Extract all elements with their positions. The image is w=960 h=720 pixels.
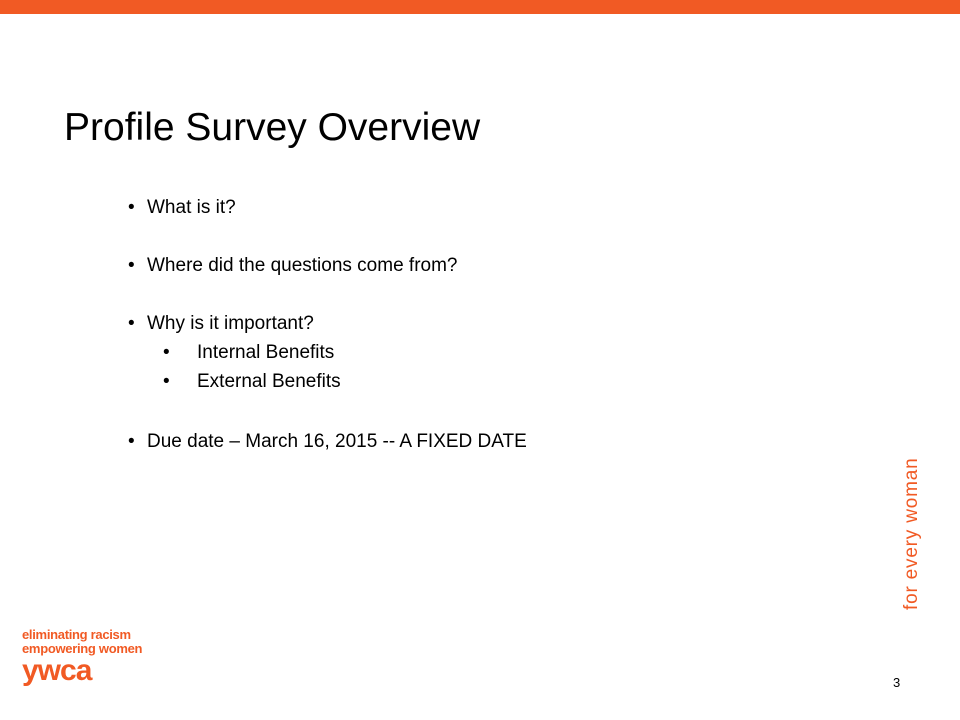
bullet-glyph: • [163, 371, 170, 392]
bullet-text: Due date – March 16, 2015 -- A FIXED DATE [147, 431, 527, 452]
bullet-text: Internal Benefits [197, 342, 335, 363]
bullet-glyph: • [128, 431, 135, 452]
logo-line-1: eliminating racism [22, 627, 131, 642]
sub-bullet-item [163, 371, 341, 393]
page-number: 3 [893, 675, 901, 690]
ywca-logo [22, 628, 142, 686]
logo-wordmark: ywca [22, 654, 92, 687]
bullet-text: Why is it important? [147, 313, 314, 334]
bullet-text: Where did the questions come from? [147, 255, 458, 276]
bullet-glyph: • [128, 197, 135, 218]
slide-title: Profile Survey Overview [64, 106, 481, 149]
top-accent-bar [0, 0, 960, 14]
logo-line-2: empowering women [22, 641, 143, 656]
sub-bullet-item [163, 342, 334, 364]
bullet-glyph: • [163, 342, 170, 363]
bullet-text: External Benefits [197, 371, 341, 392]
bullet-item [128, 255, 458, 277]
bullet-glyph: • [128, 255, 135, 276]
bullet-glyph: • [128, 313, 135, 334]
bullet-item [128, 197, 236, 219]
bullet-item [128, 431, 527, 453]
bullet-item [128, 313, 314, 335]
tagline: for every woman [901, 457, 922, 610]
bullet-text: What is it? [147, 197, 236, 218]
